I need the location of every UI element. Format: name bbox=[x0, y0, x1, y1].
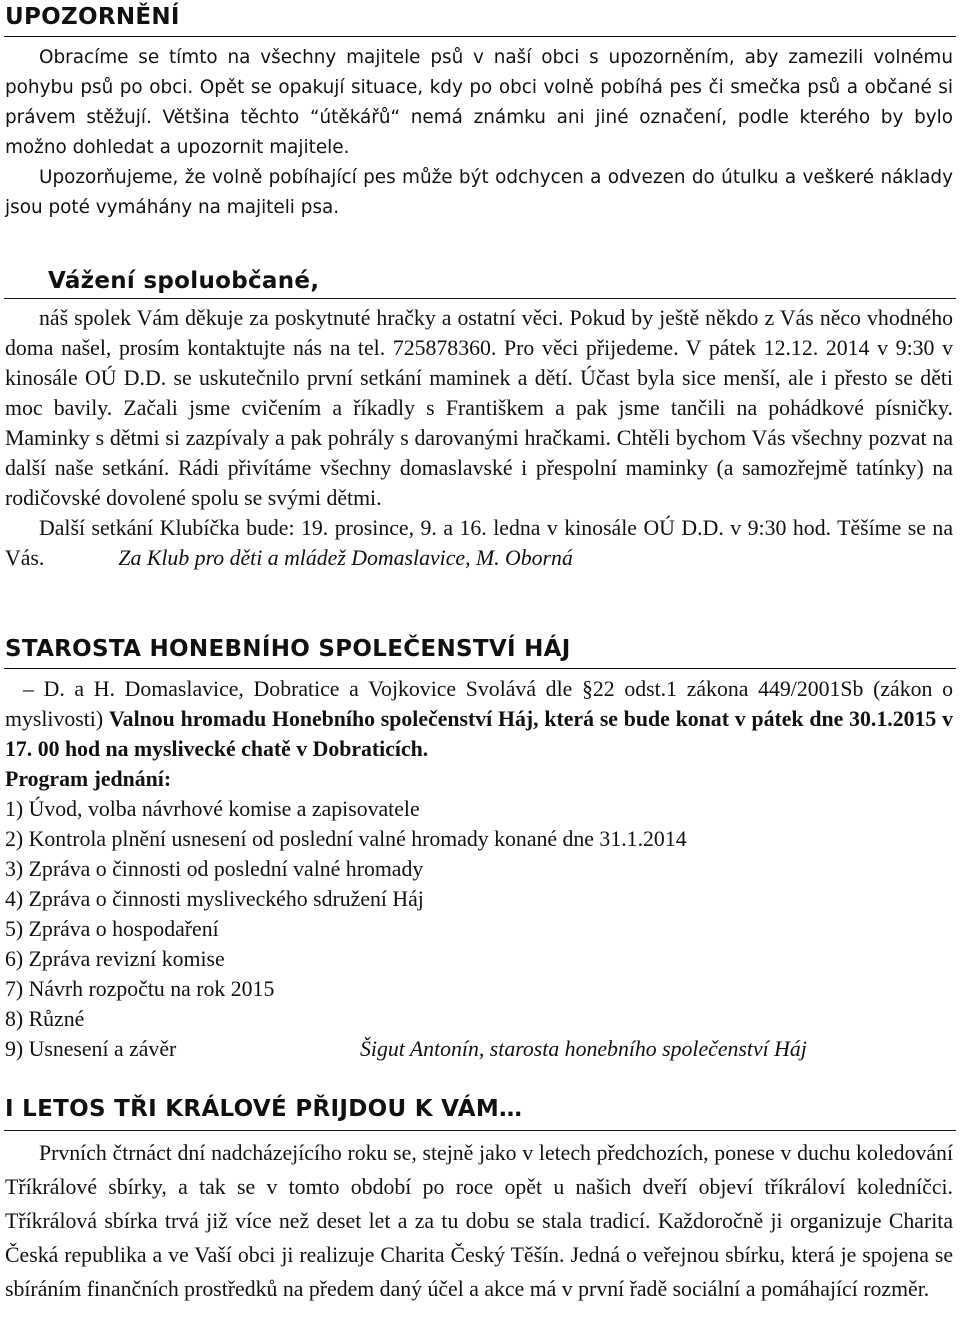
honebni-intro-bold: Valnou hromadu Honebního společenství Háj, která se bude konat v pátek dne 30.1.2015 v 17. 00 hod na myslivecké chatě v Dobraticích. bbox=[5, 707, 953, 761]
trikralove-rule bbox=[4, 1130, 956, 1131]
program-item-8: 8) Různé bbox=[5, 1007, 85, 1031]
klub-rule bbox=[4, 298, 956, 299]
program-title: Program jednání: bbox=[5, 767, 172, 791]
trikralove-paragraph: Prvních čtrnáct dní nadcházejícího roku se, stejně jako v letech předchozích, ponese v duchu koledování Tříkrálové sbírky, a tak se v tomto období po roce opět u našich dveří objeví tříkráloví koledníčci. Tříkrálová sbírka trvá již více než deset let a za tu dobu se stala tradicí. Každoročně ji organizuje Charita Česká republika a ve Vaší obci ji realizuje Charita Český Těšín. Jedná o veřejnou sbírku, která je spojena se sbíráním finančních prostředků na předem daný účel a akce má v první řadě sociální a pomáhající rozměr. bbox=[5, 1141, 953, 1301]
upozorneni-paragraph: Obracíme se tímto na všechny majitele psů v naší obci s upozorněním, aby zamezili volnému pohybu psů po obci. Opět se opakují situace, kdy po obci volně pobíhá pes či smečka psů a občané si právem stěžují. Většina těchto “útěkářů“ nemá známku ani jiné označení, podle kterého by bylo možno dohledat a upozornit majitele. bbox=[5, 47, 953, 158]
klub-next-meeting bbox=[5, 513, 953, 573]
program-item-6: 6) Zpráva revizní komise bbox=[5, 947, 225, 971]
program-item-1: 1) Úvod, volba návrhové komise a zapisovatele bbox=[5, 797, 420, 821]
upozorneni-paragraph-2: Upozorňujeme, že volně pobíhající pes může být odchycen a odvezen do útulku a veškeré náklady jsou poté vymáhány na majiteli psa. bbox=[5, 167, 953, 218]
honebni-text bbox=[5, 674, 953, 1064]
honebni-rule bbox=[4, 668, 956, 669]
program-item-3: 3) Zpráva o činnosti od poslední valné hromady bbox=[5, 857, 424, 881]
honebni-intro bbox=[5, 674, 953, 764]
upozorneni-text bbox=[5, 43, 953, 223]
program-item-7: 7) Návrh rozpočtu na rok 2015 bbox=[5, 977, 275, 1001]
program-item-9-row bbox=[5, 1034, 953, 1064]
upozorneni-heading: UPOZORNĚNÍ bbox=[5, 4, 180, 30]
upozorneni-rule bbox=[4, 36, 956, 37]
honebni-signature: Šigut Antonín, starosta honebního společenství Háj bbox=[360, 1037, 807, 1061]
honebni-heading: STAROSTA HONEBNÍHO SPOLEČENSTVÍ HÁJ bbox=[5, 636, 571, 662]
program-item-2: 2) Kontrola plnění usnesení od poslední valné hromady konané dne 31.1.2014 bbox=[5, 827, 687, 851]
program-item-5: 5) Zpráva o hospodaření bbox=[5, 917, 219, 941]
klub-next-meeting-text: Další setkání Klubíčka bude: 19. prosince, 9. a 16. ledna v kinosále OÚ D.D. v 9:30 hod. Těšíme se na Vás. bbox=[5, 516, 953, 570]
program-item-4: 4) Zpráva o činnosti mysliveckého sdružení Háj bbox=[5, 887, 424, 911]
trikralove-text bbox=[5, 1136, 953, 1306]
program-item-9: 9) Usnesení a závěr bbox=[5, 1037, 177, 1061]
honebni-intro-text: – D. a H. Domaslavice, Dobratice a Vojkovice Svolává dle §22 odst.1 zákona 449/2001Sb (zákon o myslivosti) bbox=[5, 677, 953, 731]
klub-text bbox=[5, 303, 953, 573]
klub-paragraph: náš spolek Vám děkuje za poskytnuté hračky a ostatní věci. Pokud by ještě někdo z Vás něco vhodného doma našel, prosím kontaktujte nás na tel. 725878360. Pro věci přijedeme. V pátek 12.12. 2014 v 9:30 v kinosále OÚ D.D. se uskutečnilo první setkání maminek a dětí. Účast byla sice menší, ale i přesto se děti moc bavily. Začali jsme cvičením a říkadly s Františkem a pak jsme tančili na pohádkové písničky. Maminky s dětmi si zazpívaly a pak pohrály s darovanými hračkami. Chtěli bychom Vás všechny pozvat na další naše setkání. Rádi přivítáme všechny domaslavské i přespolní maminky (a samozřejmě tatínky) na rodičovské dovolené spolu se svými dětmi. bbox=[5, 306, 953, 510]
trikralove-heading: I LETOS TŘI KRÁLOVÉ PŘIJDOU K VÁM… bbox=[5, 1096, 523, 1122]
klub-signature: Za Klub pro děti a mládež Domaslavice, M. Oborná bbox=[118, 546, 573, 570]
klub-heading: Vážení spoluobčané, bbox=[48, 268, 320, 294]
